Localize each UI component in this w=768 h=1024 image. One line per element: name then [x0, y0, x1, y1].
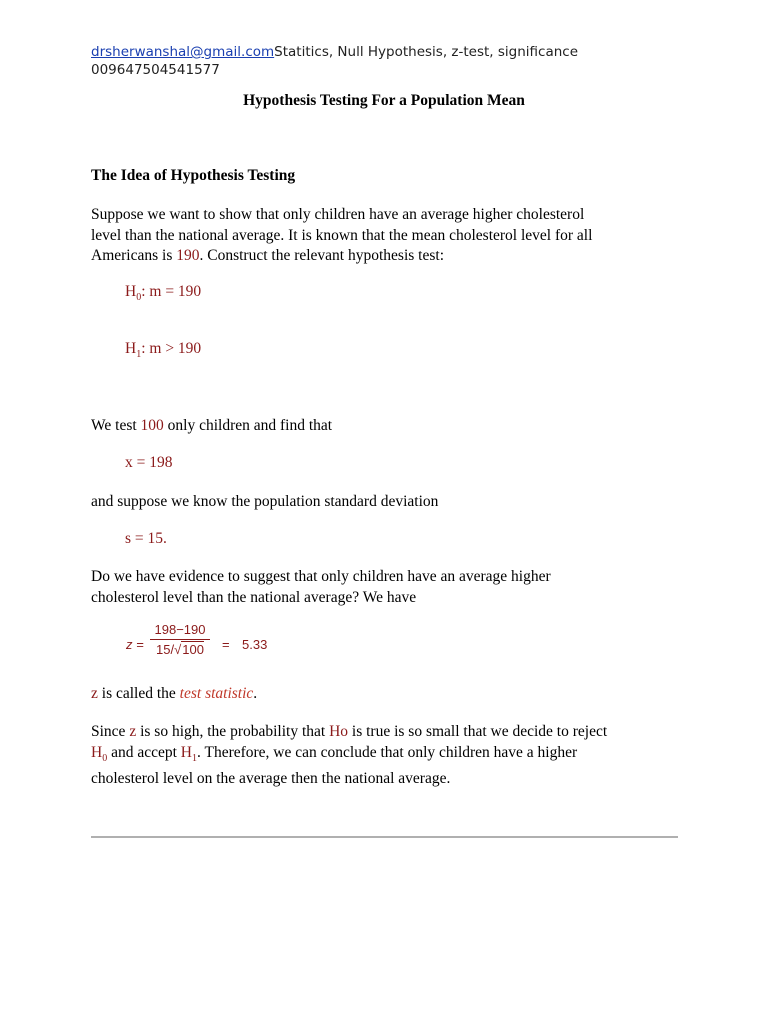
conclusion-line-3: cholesterol level on the average then the national average.: [91, 770, 451, 788]
conclusion-text: is so high, the probability that: [136, 723, 330, 740]
document-header: [91, 43, 578, 79]
intro-line-1: Suppose we want to show that only children have an average higher cholesterol: [91, 206, 585, 223]
formula-numerator: 198−190: [154, 622, 206, 637]
section-heading: The Idea of Hypothesis Testing: [91, 167, 296, 184]
intro-text-end: . Construct the relevant hypothesis test:: [199, 247, 444, 264]
z-value: 5.33: [242, 637, 268, 652]
conclusion-ho: Ho: [329, 723, 349, 740]
evidence-paragraph: [91, 567, 551, 608]
conclusion-paragraph: [91, 722, 607, 790]
h1-symbol: H: [125, 340, 137, 357]
conclusion-line-2: [91, 743, 607, 770]
sample-text-end: only children and find that: [163, 417, 333, 434]
header-phone: 009647504541577: [91, 62, 220, 78]
intro-text: Americans is: [91, 247, 177, 264]
sample-line: [91, 416, 332, 437]
std-value: s = 15.: [125, 530, 167, 547]
sample-size: 100: [140, 417, 164, 434]
std-line: and suppose we know the population standard deviation: [91, 493, 439, 510]
conclusion-text: is true is so small that we decide to reject: [348, 723, 608, 740]
null-hypothesis: [125, 283, 201, 303]
sample-text: We test: [91, 417, 141, 434]
email-link[interactable]: drsherwanshal@gmail.com: [91, 44, 275, 60]
mean-value: 190: [176, 247, 200, 264]
formula-fraction: [150, 622, 210, 657]
evidence-line-1: Do we have evidence to suggest that only children have an average higher: [91, 568, 551, 585]
conclusion-h1: H: [180, 743, 192, 761]
sample-mean: x = 198: [125, 454, 173, 471]
conclusion-h1-sub: 1: [192, 752, 197, 764]
test-statistic-line: [91, 684, 257, 705]
h0-symbol: H: [125, 283, 137, 300]
z-symbol: z: [91, 685, 98, 702]
denominator-sigma: 15/: [156, 642, 175, 657]
formula-z: z =: [126, 637, 144, 652]
h1-subscript: 1: [136, 349, 142, 361]
alternative-hypothesis: [125, 340, 201, 360]
intro-line-2: level than the national average. It is known that the mean cholesterol level for all: [91, 226, 593, 244]
header-topics: Statitics, Null Hypothesis, z-test, significance: [274, 44, 579, 60]
sqrt-icon: √: [174, 642, 182, 657]
intro-line-3: [91, 246, 592, 267]
conclusion-text: and accept: [107, 743, 181, 761]
test-statistic-text: is called the: [97, 685, 180, 702]
denominator-n: 100: [182, 642, 204, 657]
intro-paragraph: [91, 205, 592, 267]
page-title: Hypothesis Testing For a Population Mean: [243, 92, 525, 109]
conclusion-line-1: [91, 722, 607, 743]
h0-statement: : m = 190: [141, 283, 202, 300]
conclusion-text: . Therefore, we can conclude that only children have a higher: [197, 743, 578, 761]
evidence-line-2: cholesterol level than the national average? We have: [91, 588, 417, 606]
header-line-1: [91, 43, 578, 61]
h0-subscript: 0: [136, 292, 142, 304]
conclusion-h0-sub: 0: [102, 752, 108, 764]
conclusion-z: z: [129, 723, 137, 740]
conclusion-h0: H: [91, 743, 103, 761]
horizontal-divider: [91, 836, 678, 838]
formula-equals: =: [222, 637, 230, 652]
h1-statement: : m > 190: [141, 340, 202, 357]
conclusion-text: Since: [91, 723, 130, 740]
formula-denominator: [150, 640, 210, 657]
period: .: [253, 685, 258, 702]
test-statistic-term: test statistic: [179, 685, 254, 702]
